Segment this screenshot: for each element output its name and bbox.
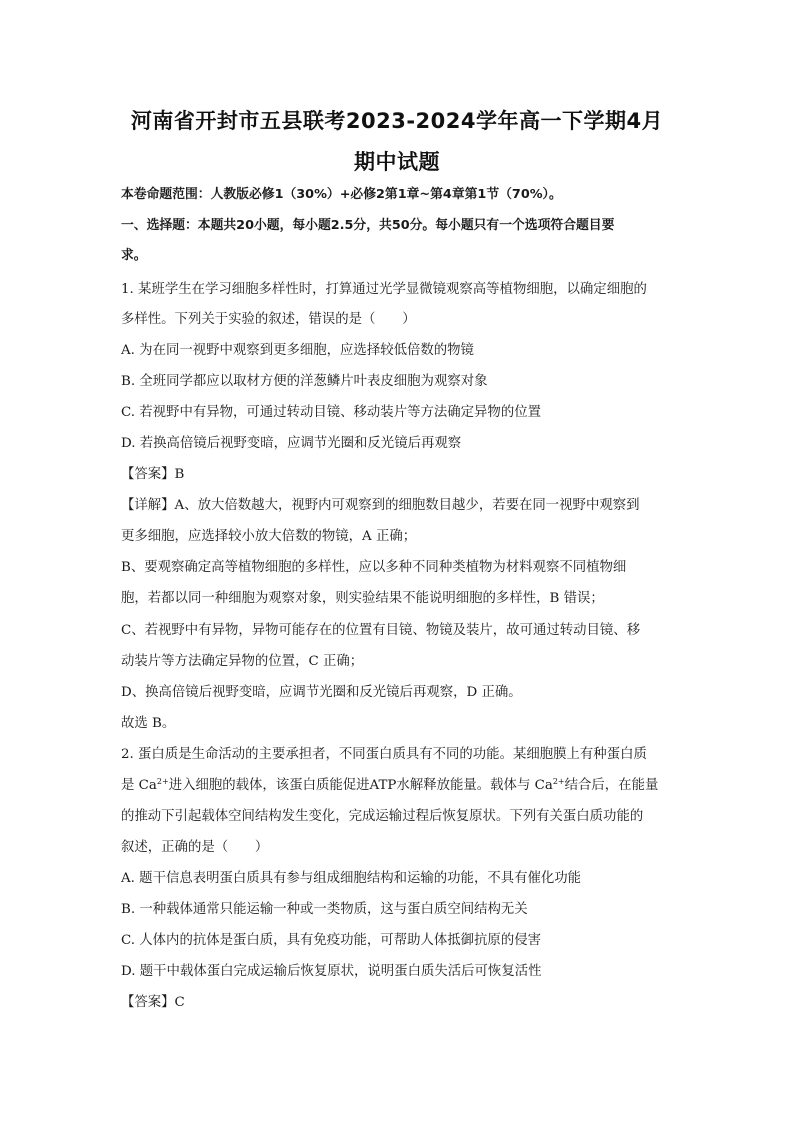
q1-detail: D、换高倍镜后视野变暗，应调节光圈和反光镜后再观察，D 正确。 (121, 685, 522, 700)
q2-option-d: D. 题干中载体蛋白完成运输后恢复原状，说明蛋白质失活后可恢复活性 (121, 964, 542, 979)
ion-charge: 2+ (552, 777, 565, 786)
section-heading-cont: 求。 (121, 248, 147, 263)
q2-option-a: A. 题干信息表明蛋白质具有参与组成细胞结构和运输的功能，不具有催化功能 (121, 871, 582, 886)
q1-option-a: A. 为在同一视野中观察到更多细胞，应选择较低倍数的物镜 (121, 343, 474, 358)
q2-stem-text: 进入细胞的载体，该蛋白质能促进ATP水解释放能量。载体与 Ca (168, 778, 553, 793)
q1-answer: 【答案】B (121, 467, 185, 482)
q2-stem-text: 结合后，在能量 (564, 778, 659, 793)
q2-stem-cont: 的推动下引起载体空间结构发生变化，完成运输过程后恢复原状。下列有关蛋白质功能的 (121, 809, 644, 824)
exam-scope: 本卷命题范围：人教版必修1（30%）+必修2第1章~第4章第1节（70%）。 (121, 187, 562, 202)
q1-detail: 【详解】A、放大倍数越大，视野内可观察到的细胞数目越少，若要在同一视野中观察到 (121, 498, 640, 513)
q1-detail: 更多细胞，应选择较小放大倍数的物镜，A 正确； (121, 529, 417, 544)
ion-charge: 2+ (156, 777, 169, 786)
q1-detail: B、要观察确定高等植物细胞的多样性，应以多种不同种类植物为材料观察不同植物细 (121, 560, 627, 575)
q2-option-b: B. 一种载体通常只能运输一种或一类物质，这与蛋白质空间结构无关 (121, 902, 528, 917)
q2-answer: 【答案】C (121, 995, 185, 1010)
q2-stem: 2. 蛋白质是生命活动的主要承担者，不同蛋白质具有不同的功能。某细胞膜上有种蛋白质 (121, 747, 647, 762)
q1-option-d: D. 若换高倍镜后视野变暗，应调节光圈和反光镜后再观察 (121, 436, 462, 451)
q2-stem-text: 是 Ca (121, 778, 157, 793)
q1-option-b: B. 全班同学都应以取材方便的洋葱鳞片叶表皮细胞为观察对象 (121, 374, 488, 389)
q1-detail: C、若视野中有异物，异物可能存在的位置有目镜、物镜及装片，故可通过转动目镜、移 (121, 623, 641, 638)
q2-stem-cont (121, 777, 681, 795)
q1-stem: 1. 某班学生在学习细胞多样性时，打算通过光学显微镜观察高等植物细胞，以确定细胞的 (121, 282, 647, 297)
q1-detail: 胞，若都以同一种细胞为观察对象，则实验结果不能说明细胞的多样性，B 错误； (121, 591, 604, 606)
exam-subtitle: 期中试题 (354, 150, 440, 174)
section-heading: 一、选择题：本题共20小题，每小题2.5分，共50分。每小题只有一个选项符合题目要 (121, 218, 615, 233)
q1-conclusion: 故选 B。 (121, 716, 176, 731)
q2-stem-cont: 叙述，正确的是（ ） (121, 840, 269, 855)
q1-option-c: C. 若视野中有异物，可通过转动目镜、移动装片等方法确定异物的位置 (121, 405, 541, 420)
q2-option-c: C. 人体内的抗体是蛋白质，具有免疫功能，可帮助人体抵御抗原的侵害 (121, 933, 541, 948)
exam-title: 河南省开封市五县联考2023-2024学年高一下学期4月 (130, 109, 664, 133)
q1-stem-cont: 多样性。下列关于实验的叙述，错误的是（ ） (121, 312, 416, 327)
q1-detail: 动装片等方法确定异物的位置，C 正确； (121, 654, 364, 669)
